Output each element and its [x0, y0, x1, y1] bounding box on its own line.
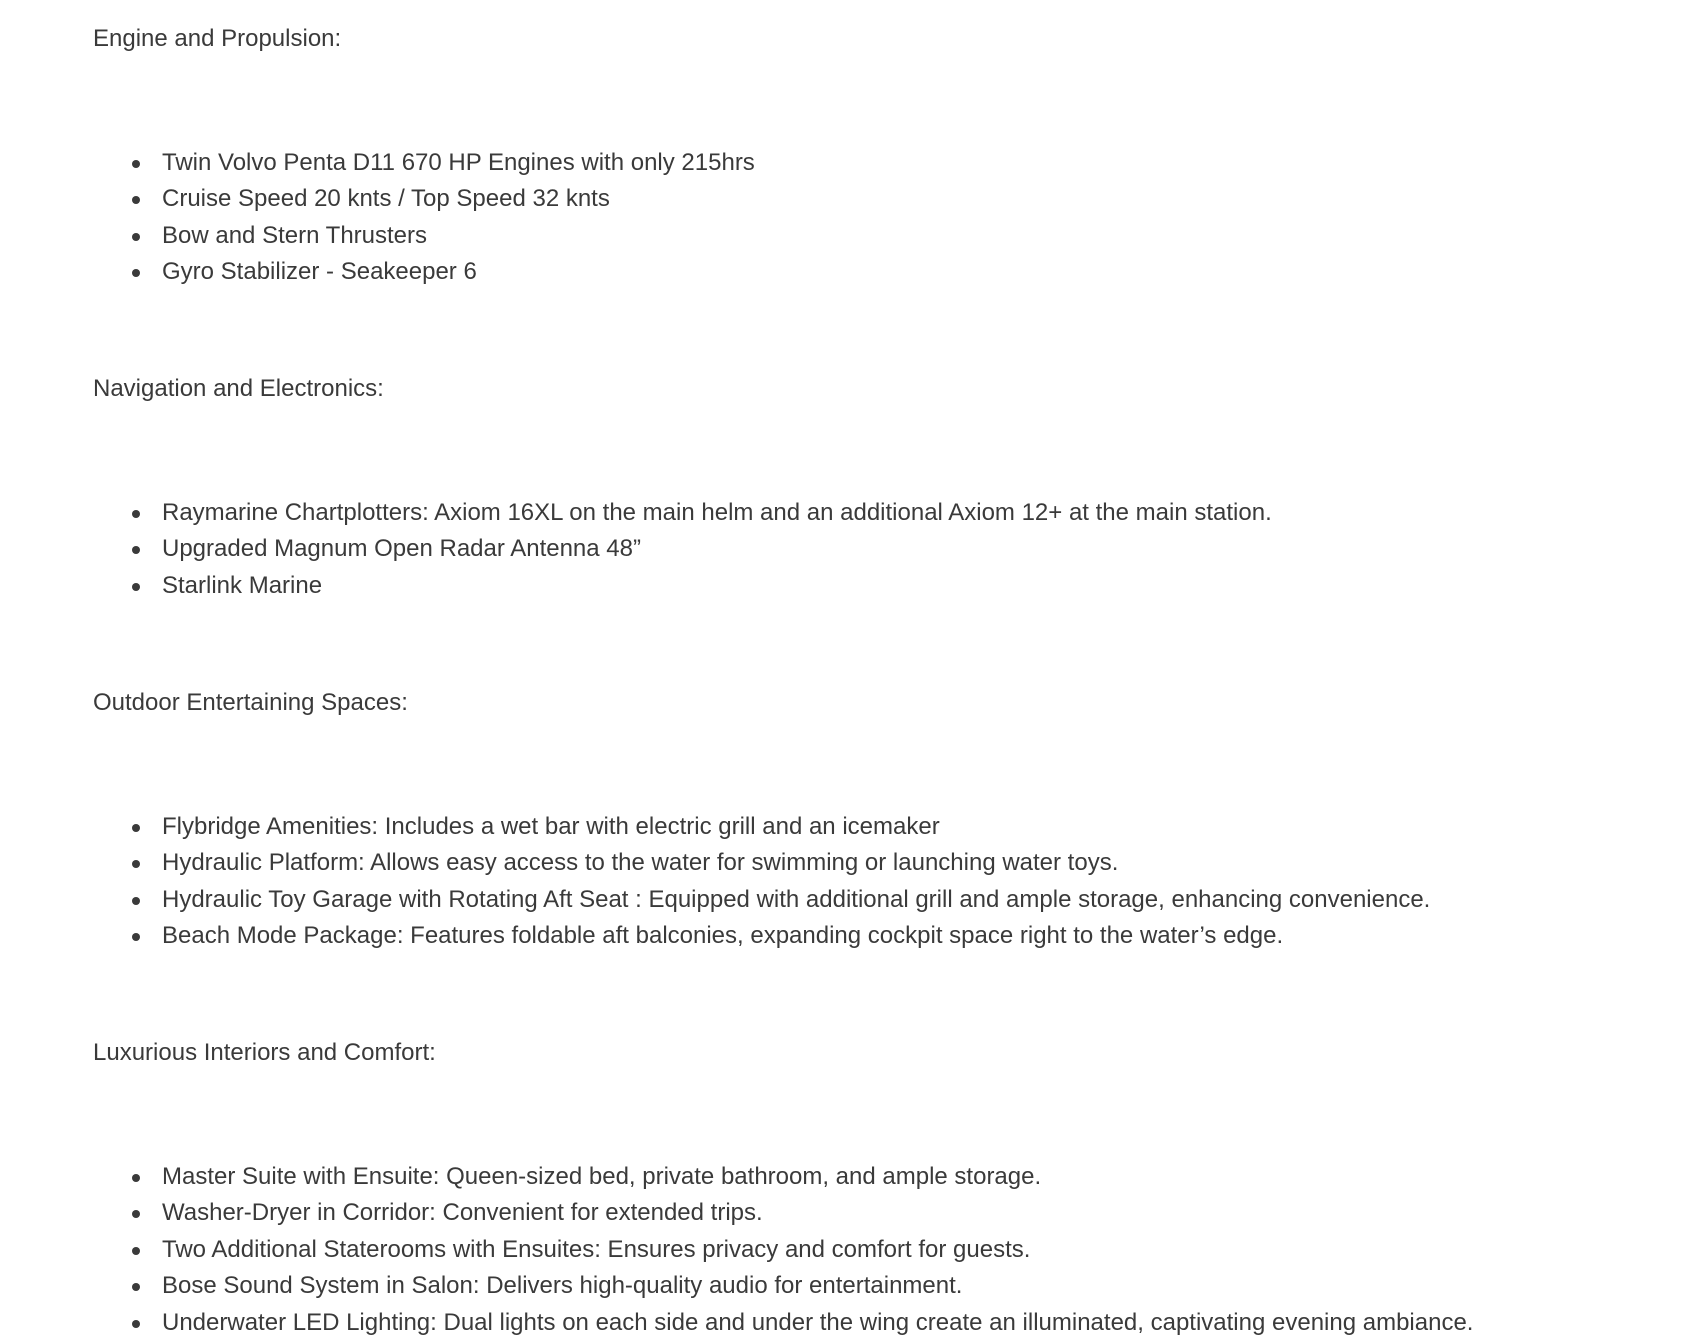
list-item-text: Gyro Stabilizer - Seakeeper 6 — [162, 258, 477, 286]
list-item-text: Flybridge Amenities: Includes a wet bar with electric grill and an icemaker — [162, 813, 940, 840]
list-item — [93, 1195, 1653, 1231]
bullet-dot-icon — [132, 233, 140, 241]
list-item — [93, 145, 1653, 181]
list-item-text: Hydraulic Toy Garage with Rotating Aft Seat : Equipped with additional grill and ample storage, enhancing convenience. — [162, 885, 1431, 913]
list-item — [93, 882, 1653, 918]
list-item-text: Hydraulic Platform: Allows easy access to the water for swimming or launching water toys. — [162, 849, 1119, 877]
list-item — [93, 809, 1653, 845]
list-item — [93, 531, 1653, 567]
list-item — [93, 1159, 1653, 1195]
list-item — [93, 1232, 1653, 1268]
list-item — [93, 254, 1653, 290]
feature-list — [93, 495, 1653, 604]
bullet-dot-icon — [132, 269, 140, 277]
section-title: Outdoor Entertaining Spaces: — [93, 689, 408, 716]
list-item — [93, 181, 1653, 217]
list-item-text: Beach Mode Package: Features foldable aft balconies, expanding cockpit space right to the water’s edge. — [162, 922, 1284, 950]
list-item-text: Washer-Dryer in Corridor: Convenient for extended trips. — [162, 1199, 763, 1227]
bullet-dot-icon — [132, 1247, 140, 1255]
bullet-dot-icon — [132, 933, 140, 941]
list-item — [93, 845, 1653, 881]
list-item — [93, 918, 1653, 954]
bullet-dot-icon — [132, 1210, 140, 1218]
bullet-dot-icon — [132, 860, 140, 868]
bullet-dot-icon — [132, 897, 140, 905]
list-item — [93, 1268, 1653, 1304]
bullet-dot-icon — [132, 1283, 140, 1291]
section-outdoor-entertaining — [93, 688, 1653, 950]
feature-list — [93, 809, 1653, 955]
section-title: Engine and Propulsion: — [93, 25, 342, 52]
bullet-dot-icon — [132, 1174, 140, 1182]
list-item — [93, 1305, 1653, 1341]
feature-list — [93, 1159, 1653, 1341]
section-title: Navigation and Electronics: — [93, 375, 384, 402]
section-luxurious-interiors — [93, 1038, 1653, 1336]
list-item-text: Bow and Stern Thrusters — [162, 221, 428, 249]
section-navigation-electronics — [93, 374, 1653, 599]
list-item — [93, 218, 1653, 254]
bullet-dot-icon — [132, 546, 140, 554]
section-engine-propulsion — [93, 24, 1653, 286]
list-item-text: Starlink Marine — [162, 571, 323, 599]
list-item-text: Upgraded Magnum Open Radar Antenna 48” — [162, 535, 641, 563]
list-item-text: Master Suite with Ensuite: Queen-sized bed, private bathroom, and ample storage. — [162, 1163, 1042, 1190]
list-item-text: Cruise Speed 20 knts / Top Speed 32 knts — [162, 185, 610, 213]
list-item — [93, 568, 1653, 604]
list-item-text: Two Additional Staterooms with Ensuites: Ensures privacy and comfort for guests. — [162, 1235, 1031, 1263]
list-item-text: Bose Sound System in Salon: Delivers high-quality audio for entertainment. — [162, 1272, 963, 1300]
bullet-dot-icon — [132, 824, 140, 832]
list-item — [93, 495, 1653, 531]
bullet-dot-icon — [132, 160, 140, 168]
bullet-dot-icon — [132, 1320, 140, 1328]
bullet-dot-icon — [132, 583, 140, 591]
list-item-text: Twin Volvo Penta D11 670 HP Engines with only 215hrs — [162, 149, 755, 176]
list-item-text: Underwater LED Lighting: Dual lights on each side and under the wing create an illuminated, captivating evening ambiance. — [162, 1308, 1474, 1336]
feature-list — [93, 145, 1653, 291]
bullet-dot-icon — [132, 510, 140, 518]
bullet-dot-icon — [132, 196, 140, 204]
list-item-text: Raymarine Chartplotters: Axiom 16XL on the main helm and an additional Axiom 12+ at the main station. — [162, 499, 1272, 526]
section-title: Luxurious Interiors and Comfort: — [93, 1039, 436, 1066]
